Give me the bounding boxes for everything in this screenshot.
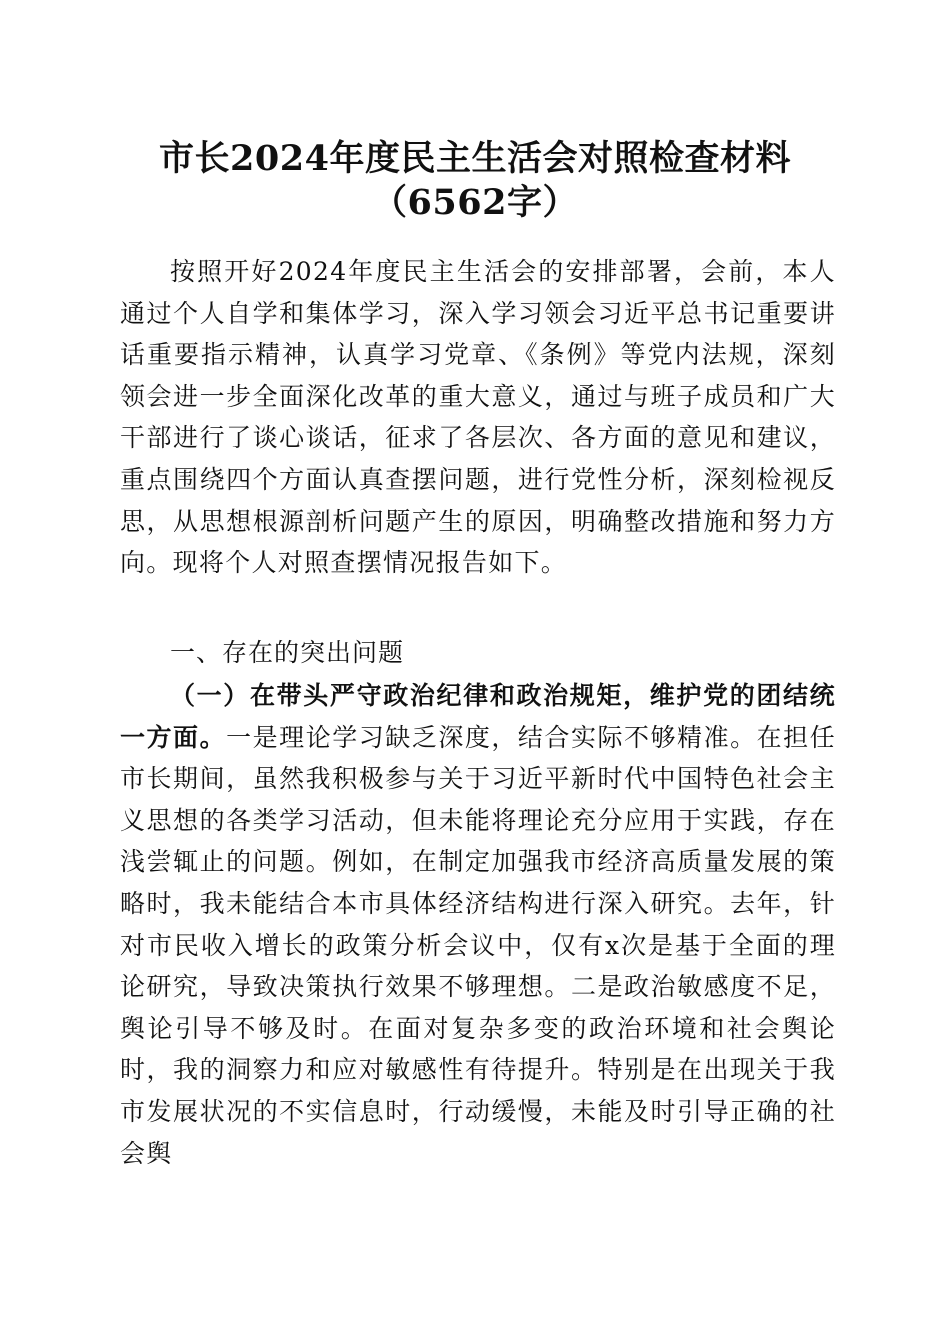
intro-paragraph: 按照开好2024年度民主生活会的安排部署，会前，本人通过个人自学和集体学习，深入学习领会习近平总书记重要讲话重要指示精神，认真学习党章、《条例》等党内法规，深刻领会进一步全面深化改革的重大意义，通过与班子成员和广大干部进行了谈心谈话，征求了各层次、各方面的意见和建议，重点围绕四个方面认真查摆问题，进行党性分析，深刻检视反思，从思想根源剖析问题产生的原因，明确整改措施和努力方向。现将个人对照查摆情况报告如下。 bbox=[120, 257, 836, 578]
subsection-heading: （一）在带头严守政治纪律和政治规矩，维护党的团结统一方面。 bbox=[120, 681, 836, 752]
intro-section bbox=[120, 251, 836, 584]
section-heading: 一、存在的突出问题 bbox=[170, 638, 405, 667]
document-word-count: （6562字） bbox=[372, 182, 578, 223]
subsection-body: 一是理论学习缺乏深度，结合实际不够精准。在担任市长期间，虽然我积极参与关于习近平新时代中国特色社会主义思想的各类学习活动，但未能将理论充分应用于实践，存在浅尝辄止的问题。例如，在制定加强我市经济高质量发展的策略时，我未能结合本市具体经济结构进行深入研究。去年，针对市民收入增长的政策分析会议中，仅有x次是基于全面的理论研究，导致决策执行效果不够理想。二是政治敏感度不足，舆论引导不够及时。在面对复杂多变的政治环境和社会舆论时，我的洞察力和应对敏感性有待提升。特别是在出现关于我市发展状况的不实信息时，行动缓慢，未能及时引导正确的社会舆 bbox=[120, 722, 836, 1168]
subsection-one bbox=[120, 675, 836, 1174]
document-title: 市长2024年度民主生活会对照检查材料 bbox=[159, 138, 791, 179]
subsection-paragraph bbox=[120, 675, 836, 1174]
